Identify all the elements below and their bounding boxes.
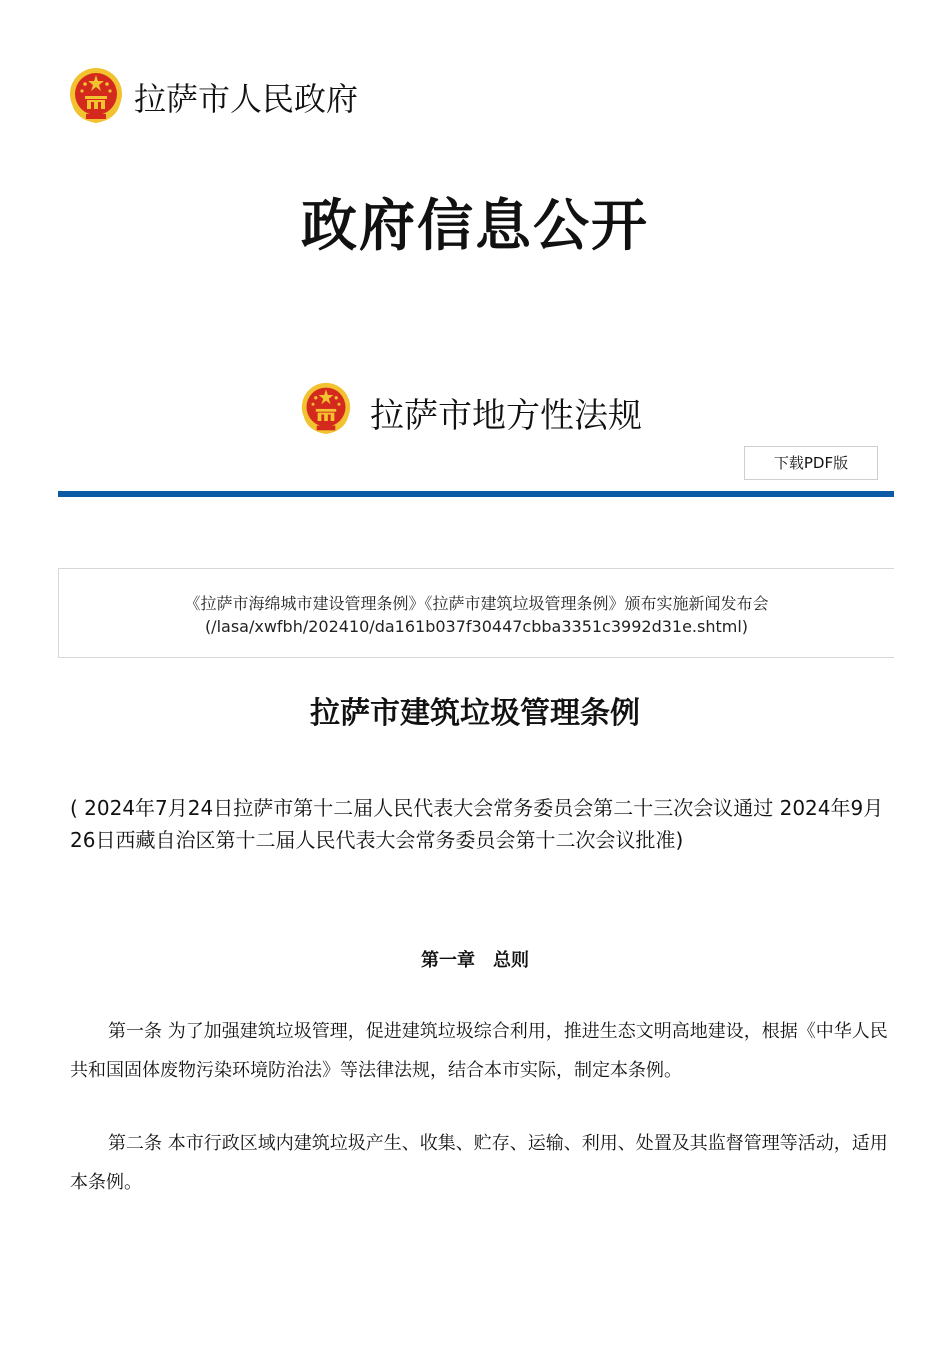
related-news-title[interactable]: 《拉萨市海绵城市建设管理条例》《拉萨市建筑垃圾管理条例》颁布实施新闻发布会 <box>184 594 769 613</box>
site-title: 拉萨市人民政府 <box>134 80 359 118</box>
document-subtitle: ( 2024年7月24日拉萨市第十二届人民代表大会常务委员会第二十三次会议通过 2024年9月26日西藏自治区第十二届人民代表大会常务委员会第十二次会议批准) <box>70 796 884 852</box>
download-pdf-button[interactable]: 下载PDF版 <box>744 446 878 480</box>
national-emblem-icon <box>68 66 124 124</box>
related-news-url[interactable]: (/lasa/xwfbh/202410/da161b037f30447cbba3351c3992d31e.shtml) <box>204 617 749 636</box>
chapter-heading: 第一章 总则 <box>421 950 529 971</box>
page-title: 政府信息公开 <box>301 194 649 259</box>
section-title: 拉萨市地方性法规 <box>370 396 642 436</box>
article-paragraph: 第二条 本市行政区域内建筑垃圾产生、收集、贮存、运输、利用、处置及其监督管理等活动，适用本条例。 <box>70 1133 888 1193</box>
divider-bar <box>58 491 894 497</box>
national-emblem-icon <box>300 381 352 435</box>
document-title: 拉萨市建筑垃圾管理条例 <box>310 696 640 731</box>
related-news-link[interactable] <box>58 568 894 658</box>
article-paragraph: 第一条 为了加强建筑垃圾管理，促进建筑垃圾综合利用，推进生态文明高地建设，根据《中华人民共和国固体废物污染环境防治法》等法律法规，结合本市实际，制定本条例。 <box>70 1021 888 1081</box>
